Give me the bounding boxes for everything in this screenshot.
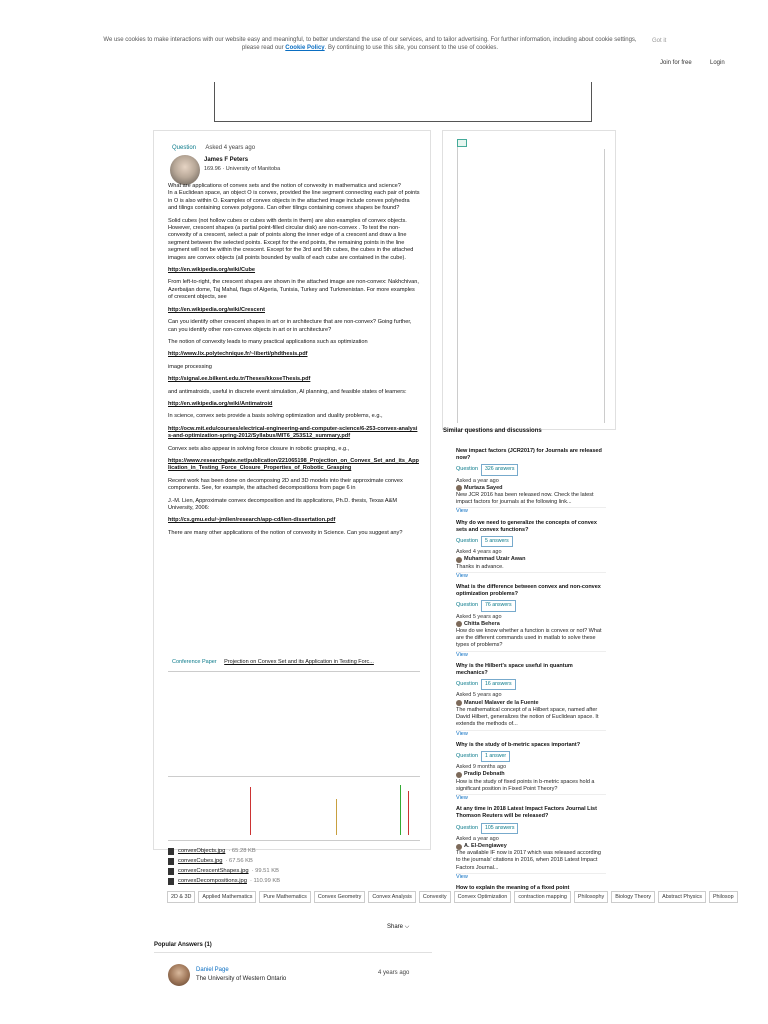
answer-count-badge[interactable]: 105 answers [481, 823, 518, 834]
attachment-row[interactable] [168, 866, 428, 876]
question-paragraph-1: What are applications of convex sets and the notion of convexity in mathematics and science? In a Euclidean space, an object O is convex, provided the line segment connecting each pair of points in O is also within O. Examples of convex objects in the attached image include convex polyhedra and tilings containing convex polygons. Can other tilings containing convex shapes be found? [168, 183, 420, 212]
sidebar-ad-frame [442, 130, 616, 430]
answer-count-badge[interactable]: 76 answers [481, 600, 516, 611]
login-link[interactable]: Login [710, 60, 725, 66]
similar-asked: Asked a year ago [456, 477, 499, 484]
similar-question-tags [456, 464, 606, 475]
similar-snippet: The mathematical concept of a Hilbert space, named after David Hilbert, generalizes the notion of Euclidean space. It extends the methods of... [456, 706, 599, 728]
attachment-size: · 67.56 KB [225, 858, 253, 864]
cookie-text-before: We use cookies to make interactions with our website easy and meaningful, to better understand the use of our services, and to tailor advertising. For further information, including about cookie settings, please read our [103, 37, 637, 51]
attachment-name[interactable]: convexCrescentShapes.jpg [178, 868, 249, 874]
attachment-name[interactable]: convexObjects.jpg [178, 848, 226, 854]
similar-question-title[interactable]: How to explain the meaning of a fixed point [456, 884, 570, 891]
topic-tag[interactable]: Convex Geometry [314, 891, 365, 903]
author-avatar-icon [456, 621, 462, 627]
share-label: Share [387, 924, 404, 930]
cookie-text-after: . By continuing to use this site, you consent to the use of cookies. [324, 45, 499, 51]
similar-question-tags [456, 536, 606, 547]
author-avatar-icon [456, 700, 462, 706]
question-body [168, 183, 420, 542]
topic-tag[interactable]: Abstract Physics [658, 891, 706, 903]
question-type-label: Question [456, 538, 479, 545]
question-paragraph-7: and antimatroids, useful in discrete event simulation, AI planning, and feasible states of learners: [168, 388, 407, 395]
author-score: 169.96 · University of Manitoba [204, 166, 281, 172]
similar-question-title[interactable]: New impact factors (JCR2017) for Journals are released now? [456, 448, 602, 462]
file-icon [168, 878, 174, 885]
topic-tag[interactable]: Convex Analysis [368, 891, 416, 903]
question-type-label: Question [456, 466, 479, 473]
topic-tag[interactable]: Applied Mathematics [198, 891, 256, 903]
similar-snippet: How is the study of fixed points in b-metric spaces hold a significant position in Fixed Point Theory? [456, 778, 595, 792]
attachment-row[interactable] [168, 876, 428, 886]
similar-question-tags [456, 679, 606, 690]
attached-image-preview[interactable] [168, 671, 420, 777]
image-mark [250, 787, 251, 835]
image-mark [400, 785, 401, 835]
author-avatar-icon [456, 557, 462, 563]
similar-questions-list [456, 448, 606, 896]
similar-question-title[interactable]: Why is the Hilbert's space useful in quantum mechanics? [456, 662, 573, 677]
topic-tag[interactable]: 2D & 3D [167, 891, 195, 903]
similar-question-item[interactable] [456, 584, 606, 659]
link-crescent[interactable]: http://en.wikipedia.org/wiki/Crescent [168, 306, 265, 313]
similar-snippet: How do we know whether a function is convex or not? What are the different commands used in matlab to solve these types of problems? [456, 628, 602, 649]
author-avatar-icon [456, 772, 462, 778]
author-avatar[interactable] [170, 155, 200, 185]
question-paragraph-12: There are many other applications of the notion of convexity in Science. Can you suggest any? [168, 529, 403, 536]
similar-question-item[interactable] [456, 663, 606, 738]
attachments-list [168, 846, 428, 886]
answer-count-badge[interactable]: 5 answers [481, 536, 513, 547]
reference-title-link[interactable]: Projection on Convex Set and its Application in Testing Forc... [224, 659, 374, 665]
similar-author-name: A. El-Dengiawey [464, 842, 507, 849]
question-type-label: Question [172, 145, 197, 151]
similar-snippet: The available IF now is 2017 which was released according to the journals' citations in 2016, when 2018 Latest Impact Factors Journal... [456, 850, 601, 871]
similar-author-name: Murtaza Sayed [464, 484, 503, 491]
similar-author[interactable] [456, 700, 606, 707]
similar-question-title[interactable]: Why is the study of b-metric spaces important? [456, 741, 581, 748]
similar-author[interactable] [456, 485, 606, 492]
similar-author-name: Pradip Debnath [464, 771, 505, 778]
image-mark [336, 799, 337, 835]
topic-tag[interactable]: Convex Optimization [454, 891, 512, 903]
question-type-label: Question [456, 602, 479, 609]
image-mark [408, 791, 409, 835]
attachment-size-value: 65.28 KB [231, 848, 256, 854]
similar-author-name: Muhammad Uzair Awan [464, 556, 526, 563]
file-icon [168, 868, 174, 875]
author-name[interactable]: James F Peters [204, 157, 249, 163]
author-avatar-icon [456, 844, 462, 850]
attachment-row[interactable] [168, 846, 428, 856]
answer-count-badge[interactable]: 326 answers [481, 464, 518, 475]
view-link[interactable]: View [456, 507, 606, 515]
similar-asked: Asked 4 years ago [456, 549, 502, 556]
answer-avatar[interactable] [168, 964, 190, 986]
similar-asked: Asked 9 months ago [456, 764, 507, 771]
topic-tag[interactable]: Philosophy [574, 891, 608, 903]
question-paragraph-8: In science, convex sets provide a basis solving optimization and duality problems, e.g., [168, 413, 383, 420]
attachment-size-value: 67.56 KB [229, 858, 253, 864]
cookie-text [96, 36, 644, 52]
similar-questions-heading: Similar questions and discussions [443, 428, 542, 434]
link-researchgate[interactable]: https://www.researchgate.net/publication/221065198_Projection_on_Convex_Set_and_its_Application_in_Testing_Force_Closure_Properties_of_Robotic_Grasping [168, 457, 419, 472]
answer-author[interactable]: Daniel Page [196, 967, 229, 973]
similar-author[interactable] [456, 621, 606, 628]
ad-icon[interactable] [457, 139, 467, 147]
question-paragraph-3: From left-to-right, the crescent shapes are shown in the attached image are non-convex: Nakhchivan, Azerbaijan dome, Taj Mahal, flags of Algeria, Tunisia, Turkey and Turkmenistan. For more examples of crescent objects, see [168, 279, 419, 301]
question-type-label: Question [456, 681, 479, 688]
file-icon [168, 858, 174, 865]
similar-question-title[interactable]: Why do we need to generalize the concepts of convex sets and convex functions? [456, 519, 597, 533]
topic-tag[interactable]: Biology Theory [611, 891, 655, 903]
view-link[interactable]: View [456, 873, 606, 881]
popular-answers-heading: Popular Answers (1) [154, 942, 212, 948]
link-kkose-thesis[interactable]: http://signal.ee.bilkent.edu.tr/Theses/kkoseThesis.pdf [168, 376, 311, 383]
similar-asked: Asked a year ago [456, 835, 499, 842]
chevron-down-icon: ⌵ [404, 924, 410, 930]
similar-question-item[interactable] [456, 520, 606, 580]
answer-count-badge[interactable]: 1 answer [481, 751, 510, 762]
view-link[interactable]: View [456, 794, 606, 802]
link-cube[interactable]: http://en.wikipedia.org/wiki/Cube [168, 267, 256, 274]
link-lien-dissertation[interactable]: http://cs.gmu.edu/~jmlien/research/app-cd/lien-dissertation.pdf [168, 517, 336, 524]
similar-snippet: Thanks in advance. [456, 563, 504, 570]
divider [154, 952, 432, 953]
cookie-banner [0, 0, 768, 56]
similar-author[interactable] [456, 771, 606, 778]
link-antimatroid[interactable]: http://en.wikipedia.org/wiki/Antimatroid [168, 400, 273, 407]
topic-tag[interactable]: contraction mapping [514, 891, 571, 903]
question-paragraph-2: Solid cubes (not hollow cubes or cubes with dents in them) are also examples of convex objects. However, crescent shapes (a partial point-filled circular disk) are non-convex . To test the non-convexity of a crescent, select a pair of points along the inner edge of a crescent and draw a line segment between the selected points. Except for the end points, the remaining points in the line segment will not be within the crescent. Except for the 3rd and 5th cubes, the cubes in the attached images are convex objects (all points bounded by walls of each cube are contained in the cube). [168, 217, 414, 261]
attachment-name[interactable]: convexCubes.jpg [178, 858, 223, 864]
similar-question-item[interactable] [456, 742, 606, 802]
share-button[interactable] [387, 924, 409, 931]
question-paragraph-6: image processing [168, 363, 212, 370]
header-frame-bottom [214, 121, 592, 122]
topic-tag[interactable]: Pure Mathematics [259, 891, 310, 903]
similar-author-name: Manuel Malaver de la Fuente [464, 699, 539, 706]
attachment-size: · 110.99 KB [249, 878, 281, 884]
similar-question-title[interactable]: At any time in 2018 Latest Impact Factors Journal List Thomson Reuters will be released? [456, 806, 597, 820]
file-icon [168, 848, 174, 855]
attachment-row[interactable] [168, 856, 428, 866]
similar-question-item[interactable] [456, 806, 606, 881]
question-paragraph-5: The notion of convexity leads to many practical applications such as optimization [168, 338, 368, 345]
similar-asked: Asked 5 years ago [456, 692, 502, 699]
topic-tag[interactable]: Philosop [709, 891, 738, 903]
similar-author[interactable] [456, 843, 606, 850]
question-card [153, 130, 431, 850]
reference-type: Conference Paper [172, 659, 217, 665]
question-paragraph-9: Convex sets also appear in solving force closure in robotic grasping, e.g., [168, 445, 350, 452]
similar-author[interactable] [456, 556, 606, 563]
author-avatar-icon [456, 485, 462, 491]
similar-snippet: New JCR 2016 has been released now. Check the latest impact factors for journals at the following link... [456, 492, 594, 506]
question-paragraph-11: J.-M. Lien, Approximate convex decomposition and its applications, Ph.D. thesis, Texas A&M University, 2006: [168, 497, 398, 511]
similar-question-title[interactable]: What is the difference between convex and non-convex optimization problems? [456, 584, 601, 598]
reference-row [172, 659, 374, 665]
question-type-label: Question [456, 752, 479, 759]
cookie-policy-link[interactable]: Cookie Policy [285, 45, 325, 51]
view-link[interactable]: View [456, 572, 606, 580]
got-it-button[interactable]: Got it [652, 38, 667, 44]
asked-time: Asked 4 years ago [205, 145, 256, 151]
question-type-label: Question [456, 824, 479, 831]
attached-image-strip[interactable] [168, 781, 420, 841]
view-link[interactable]: View [456, 651, 606, 659]
attachment-size-value: 110.99 KB [253, 878, 281, 884]
header-frame-left [214, 82, 215, 122]
question-meta [172, 145, 255, 151]
link-mit-ocw[interactable]: http://ocw.mit.edu/courses/electrical-engineering-and-computer-science/6-253-convex-analysis-and-optimization-spring-2012/Syllabus/MIT6_253S12_summary.pdf [168, 425, 418, 440]
topic-tags [167, 891, 738, 903]
answer-time: 4 years ago [378, 970, 410, 976]
top-nav [0, 60, 768, 72]
question-paragraph-10: Recent work has been done on decomposing 2D and 3D models into their approximate convex components. See, for example, the attached decompositions from page 6 in [168, 477, 403, 492]
similar-question-item[interactable] [456, 885, 606, 892]
similar-question-tags [456, 600, 606, 611]
attachment-size: · 99.51 KB [251, 868, 279, 874]
answer-count-badge[interactable]: 16 answers [481, 679, 516, 690]
view-link[interactable]: View [456, 730, 606, 738]
topic-tag[interactable]: Convexity [419, 891, 451, 903]
link-liberti-thesis[interactable]: http://www.lix.polytechnique.fr/~liberti/phdthesis.pdf [168, 351, 308, 358]
attachment-name[interactable]: convexDecompositions.jpg [178, 878, 247, 884]
similar-question-item[interactable] [456, 448, 606, 516]
attachment-size: · 65.28 KB [228, 848, 256, 854]
question-paragraph-4: Can you identify other crescent shapes in art or in architecture that are non-convex? Going further, can you identify other non-convex objects in art or in architecture? [168, 319, 412, 333]
attachment-size-value: 99.51 KB [255, 868, 279, 874]
similar-author-name: Chitta Behera [464, 620, 500, 627]
ad-frame-inner [457, 139, 605, 423]
similar-question-tags [456, 823, 606, 834]
similar-question-tags [456, 751, 606, 762]
answer-affiliation: The University of Western Ontario [196, 976, 287, 982]
similar-asked: Asked 5 years ago [456, 613, 502, 620]
join-for-free-link[interactable]: Join for free [660, 60, 692, 66]
ad-frame-border [604, 149, 605, 423]
header-frame-right [591, 82, 592, 122]
answer-header [168, 964, 418, 994]
